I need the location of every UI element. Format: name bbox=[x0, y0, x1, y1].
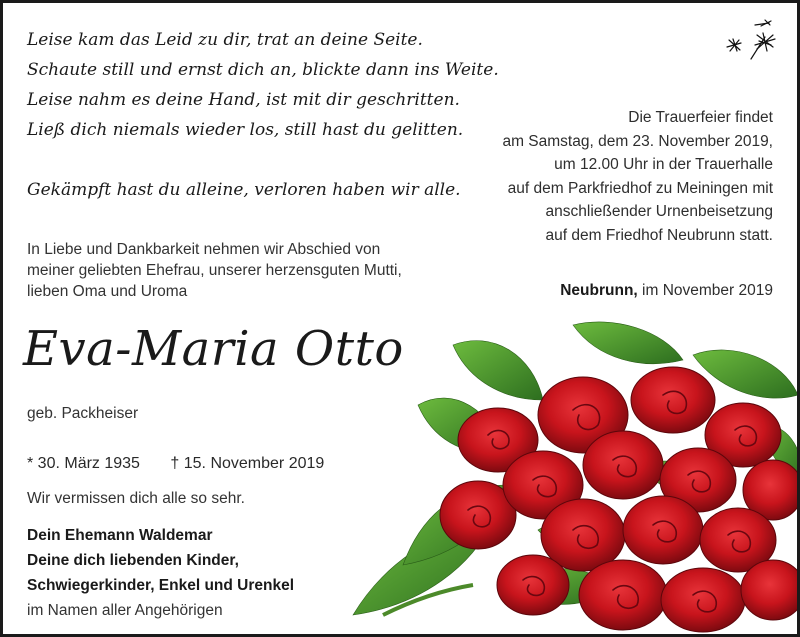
red-roses-bouquet bbox=[343, 315, 800, 637]
service-info-line: auf dem Parkfriedhof zu Meiningen mit bbox=[507, 179, 773, 197]
service-info-line: auf dem Friedhof Neubrunn statt. bbox=[545, 226, 773, 244]
place-town: Neubrunn, bbox=[560, 282, 638, 299]
poem-line: Gekämpft hast du alleine, verloren haben wir alle. bbox=[27, 180, 461, 200]
service-info-line: um 12.00 Uhr in der Trauerhalle bbox=[554, 156, 773, 173]
service-info-line: am Samstag, dem 23. November 2019, bbox=[502, 132, 773, 150]
intro-line: meiner geliebten Ehefrau, unserer herzensguten Mutti, bbox=[27, 262, 402, 279]
life-dates bbox=[27, 455, 324, 473]
service-info-line: anschließender Urnenbeisetzung bbox=[545, 203, 773, 220]
poem-line: Ließ dich niemals wieder los, still hast du gelitten. bbox=[27, 120, 464, 140]
poem bbox=[27, 25, 499, 205]
intro-line: lieben Oma und Uroma bbox=[27, 283, 188, 300]
mourner-line: Deine dich liebenden Kinder, bbox=[27, 552, 239, 569]
dandelion-seeds-icon bbox=[725, 19, 781, 63]
poem-line: Leise kam das Leid zu dir, trat an deine Seite. bbox=[27, 30, 423, 50]
place-date bbox=[560, 282, 773, 300]
mourners bbox=[27, 523, 294, 623]
death-date: † 15. November 2019 bbox=[170, 455, 325, 472]
farewell-line: Wir vermissen dich alle so sehr. bbox=[27, 490, 245, 507]
place-month: im November 2019 bbox=[637, 282, 773, 299]
poem-line: Leise nahm es deine Hand, ist mit dir geschritten. bbox=[27, 90, 460, 110]
mourner-line: Dein Ehemann Waldemar bbox=[27, 527, 213, 544]
mourner-line: Schwiegerkinder, Enkel und Urenkel bbox=[27, 577, 295, 594]
poem-line: Schaute still und ernst dich an, blickte dann ins Weite. bbox=[27, 60, 499, 80]
deceased-name: Eva-Maria Otto bbox=[23, 321, 404, 377]
closing-line: im Namen aller Angehörigen bbox=[27, 602, 223, 619]
service-info-line: Die Trauerfeier findet bbox=[628, 109, 773, 126]
service-info bbox=[453, 106, 773, 247]
birth-name: geb. Packheiser bbox=[27, 405, 139, 422]
birth-date: * 30. März 1935 bbox=[27, 455, 140, 472]
roses bbox=[440, 367, 800, 632]
intro-line: In Liebe und Dankbarkeit nehmen wir Abschied von bbox=[27, 241, 381, 258]
farewell-intro bbox=[27, 239, 427, 302]
